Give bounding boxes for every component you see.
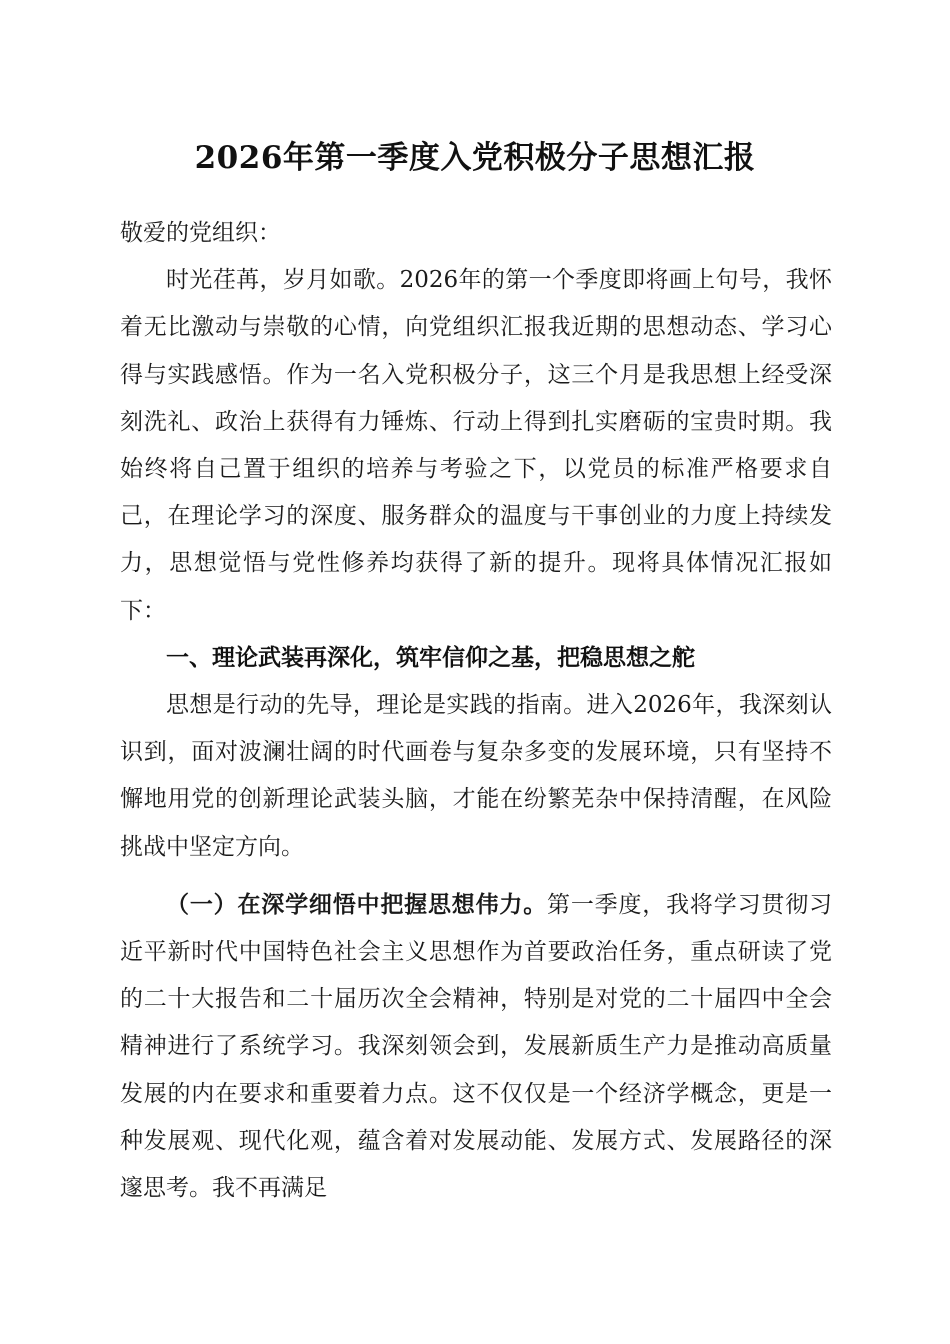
paragraph-gap — [120, 871, 832, 881]
subsection-1-text: 第一季度，我将学习贯彻习近平新时代中国特色社会主义思想作为首要政治任务，重点研读了党的二十大报告和二十届历次全会精神，特别是对党的二十届四中全会精神进行了系统学习。我深刻领会到，发展新质生产力是推动高质量发展的内在要求和重要着力点。这不仅仅是一个经济学概念，更是一种发展观、现代化观，蕴含着对发展动能、发展方式、发展路径的深邃思考。我不再满足 — [120, 891, 833, 1202]
salutation: 敬爱的党组织： — [120, 220, 281, 246]
subsection-1-lead: （一）在深学细悟中把握思想伟力。 — [166, 890, 548, 918]
section-heading-1: 一、理论武装再深化，筑牢信仰之基，把稳思想之舵 — [166, 644, 695, 671]
subsection-1-paragraph — [120, 881, 832, 1212]
document-title: 2026年第一季度入党积极分子思想汇报 — [194, 140, 756, 176]
section1-paragraph: 思想是行动的先导，理论是实践的指南。进入2026年，我深刻认识到，面对波澜壮阔的时代画卷与复杂多变的发展环境，只有坚持不懈地用党的创新理论武装头脑，才能在纷繁芜杂中保持清醒，在风险挑战中坚定方向。 — [120, 692, 832, 860]
intro-paragraph: 时光荏苒，岁月如歌。2026年的第一个季度即将画上句号，我怀着无比激动与崇敬的心情，向党组织汇报我近期的思想动态、学习心得与实践感悟。作为一名入党积极分子，这三个月是我思想上经受深刻洗礼、政治上获得有力锤炼、行动上得到扎实磨砺的宝贵时期。我始终将自己置于组织的培养与考验之下，以党员的标准严格要求自己，在理论学习的深度、服务群众的温度与干事创业的力度上持续发力，思想觉悟与党性修养均获得了新的提升。现将具体情况汇报如下： — [120, 267, 832, 624]
document-body — [120, 210, 832, 1212]
